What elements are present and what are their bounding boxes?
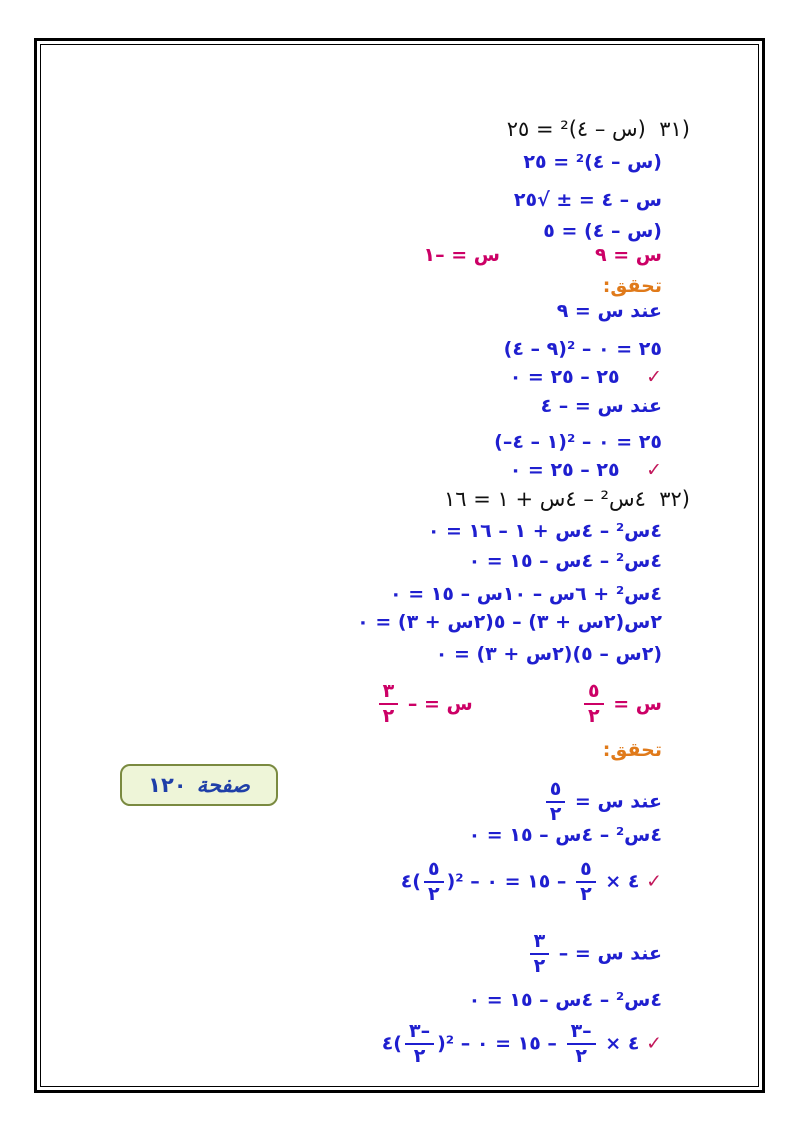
p31-check-a-line-2: ٢٥ – ٢٥ = ٠ ✓: [509, 366, 662, 388]
p32-step-3: ٤س² + ٦س – ١٠س – ١٥ = ٠: [390, 583, 662, 605]
check-mark-icon: ✓: [646, 459, 662, 481]
p31-solution-2: س = –١: [423, 244, 501, 266]
page-number-badge: [120, 764, 278, 806]
check-mark-icon: ✓: [646, 870, 662, 893]
p32-check-label: تحقق:: [602, 739, 662, 761]
p31-step-1: (س – ٤)² = ٢٥: [523, 151, 662, 173]
p32-step-4: ٢س(٢س + ٣) – ٥(٢س + ٣) = ٠: [357, 611, 662, 633]
problem-32-statement: (٣٢ ٤س² – ٤س + ١ = ١٦: [444, 487, 690, 511]
p31-check-a-header: عند س = ٩: [556, 300, 662, 322]
p32-check-b-line-1: ٤س² – ٤س – ١٥ = ٠: [468, 989, 662, 1011]
p31-check-b-header: عند س = – ٤: [540, 395, 662, 417]
p32-solution-1: س = $\frac{٥}{٢}$: [581, 693, 662, 715]
check-mark-icon: ✓: [646, 366, 662, 388]
p31-step-3: (س – ٤) = ٥: [543, 220, 662, 242]
page-word: صفحة: [196, 773, 250, 797]
p32-check-a-line-2: ٤( $\frac{٥}{٢}$ )² – ٤ × $\frac{٥}{٢}$ – ١٥ = ٠ ✓: [400, 858, 662, 905]
p32-check-b-header: عند س = – $\frac{٣}{٢}$: [527, 932, 662, 976]
p32-check-b-line-2: ٤( $\frac{-٣}{٢}$ )² – ٤ × $\frac{-٣}{٢}$ – ١٥ = ٠ ✓: [381, 1020, 662, 1067]
problem-31-statement: (٣١ (س – ٤)² = ٢٥: [506, 117, 690, 141]
p31-solution-1: س = ٩: [595, 244, 662, 266]
p31-check-label: تحقق:: [602, 275, 662, 297]
p31-check-b-line-1: (–١ – ٤)² – ٢٥ = ٠: [494, 431, 662, 453]
p32-check-a-line-1: ٤س² – ٤س – ١٥ = ٠: [468, 824, 662, 846]
p31-solutions: [424, 243, 662, 267]
page-number: ١٢٠: [148, 773, 187, 797]
p31-check-a-line-1: (٩ – ٤)² – ٢٥ = ٠: [503, 338, 662, 360]
p31-step-2: س – ٤ = ± √٢٥: [513, 189, 662, 211]
p32-solutions: [376, 682, 662, 726]
p32-step-1: ٤س² – ٤س + ١ – ١٦ = ٠: [427, 520, 662, 542]
p32-solution-2: س = – $\frac{٣}{٢}$: [376, 693, 473, 715]
check-mark-icon: ✓: [646, 1032, 662, 1055]
p32-check-a-header: عند س = $\frac{٥}{٢}$: [543, 780, 662, 824]
p32-step-2: ٤س² – ٤س – ١٥ = ٠: [468, 550, 662, 572]
p32-step-5: (٢س – ٥)(٢س + ٣) = ٠: [435, 643, 662, 665]
p31-check-b-line-2: ٢٥ – ٢٥ = ٠ ✓: [509, 459, 662, 481]
